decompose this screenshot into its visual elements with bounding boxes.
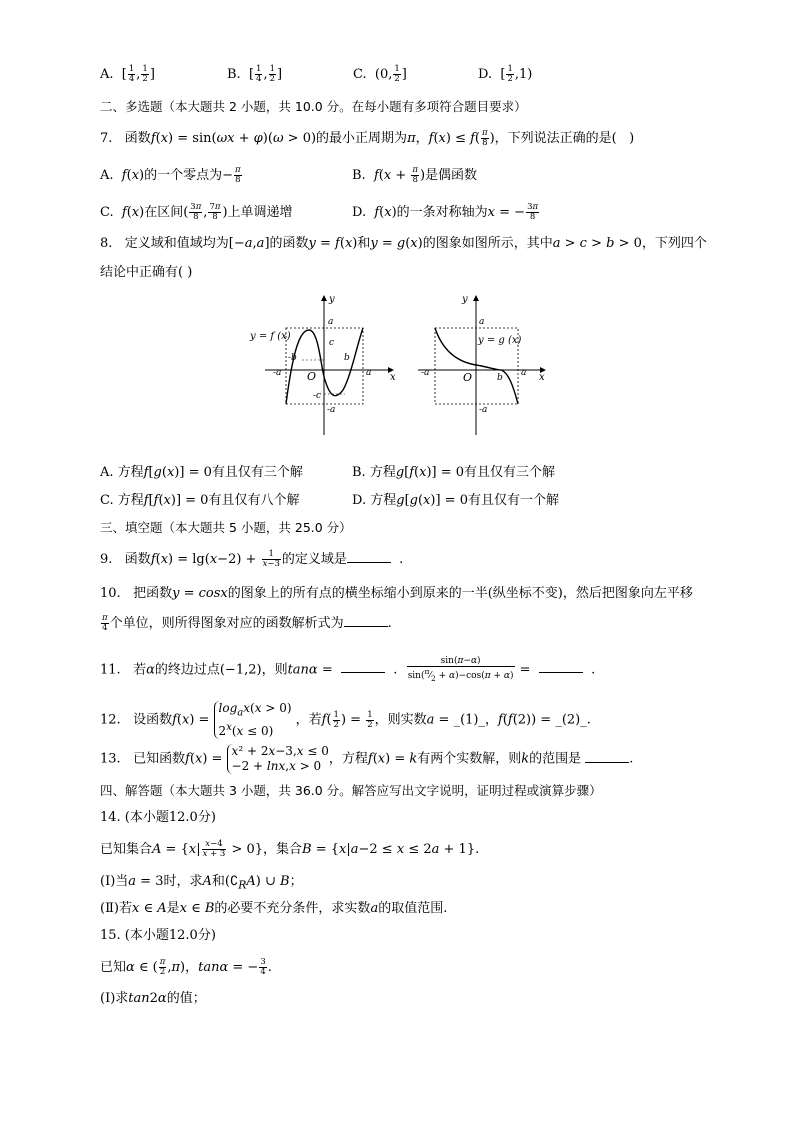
label-neg-b: -b	[288, 353, 297, 363]
q15-line1: 已知α ∈ ( $\frac{\pi}{2}$ ,π)，tanα = − $\frac{3}{4}$ .	[100, 957, 272, 977]
label-a-right: a	[521, 368, 527, 378]
label-O: O	[307, 370, 317, 383]
q6-option-b: B. [ $\frac{1}{4}$ , $\frac{1}{2}$ ]	[227, 64, 283, 84]
q12: 12. 设函数$f(x) = \log_ax(x > 0)$ $2^x(x \le 0)$ ，若f( $\frac{1}{2}$ ) = $\frac{1}{2}$ ，则实数a = _(1)_，f(f(2)) = _(2)_.	[100, 701, 591, 739]
q8-option-a: A. 方程f[g(x)] = 0有且仅有三个解	[100, 465, 303, 480]
label-fx: y = f (x)	[250, 331, 291, 342]
q8-line1: 8. 定义域和值域均为[−a,a]的函数y = f(x)和y = g(x)的图象如图所示，其中a > c > b > 0，下列四个	[100, 236, 707, 251]
q8-option-c: C. 方程f[f(x)] = 0有且仅有八个解	[100, 493, 300, 508]
label-neg-c: -c	[313, 391, 322, 401]
q15-line2: (Ⅰ)求tan2α的值；	[100, 991, 206, 1006]
section4-header: 四、解答题（本大题共 3 小题，共 36.0 分。解答应写出文字说明，证明过程或演算步骤）	[100, 783, 602, 798]
q9: 9. 函数f(x) = lg(x−2) + $\frac{1}{x-3}$ 的定义域是 .	[100, 549, 404, 569]
label-neg-a: -a	[273, 368, 282, 378]
label-neg-a-bottom: -a	[479, 405, 488, 415]
section3-header: 三、填空题（本大题共 5 小题，共 25.0 分）	[100, 520, 352, 535]
q14-line2: (Ⅰ)当a = 3时，求A和$(∁_RA)$ ∪ B；	[100, 874, 303, 892]
label-b: b	[497, 373, 503, 383]
label-y: y	[462, 294, 468, 305]
label-neg-a: -a	[421, 368, 430, 378]
label-neg-a-bottom: -a	[327, 405, 336, 415]
graph-g	[413, 290, 553, 440]
q6-option-a: A. [ $\frac{1}{4}$ , $\frac{1}{2}$ ]	[100, 64, 155, 84]
label-a-top: a	[479, 317, 485, 327]
q11: 11. 若α的终边过点(−1,2)，则tanα = . $\frac{\sin(\pi-\alpha)}{\sin(^\pi⁄_2 + \alpha)-\cos(\pi + \alpha)}$ = .	[100, 656, 596, 683]
q8-option-d: D. 方程g[g(x)] = 0有且仅有一个解	[352, 493, 559, 508]
q13: 13. 已知函数f(x) = x² + 2x−3,x ≤ 0 −2 + lnx,x > 0 ，方程f(x) = k有两个实数解，则k的范围是 .	[100, 744, 634, 773]
label-x: x	[539, 372, 545, 383]
q14-line1: 已知集合A = {x| $\frac{x-4}{x + 3}$ > 0}，集合B = {x|a−2 ≤ x ≤ 2a + 1}.	[100, 839, 480, 859]
label-x: x	[390, 372, 396, 383]
q10-line1: 10. 把函数y = cosx的图象上的所有点的横坐标缩小到原来的一半(纵坐标不变)，然后把图象向左平移	[100, 586, 693, 601]
label-a-top: a	[328, 317, 334, 327]
q7-option-a: A. f(x)的一个零点为− $\frac{\pi}{8}$	[100, 165, 241, 185]
q14-title: 14. (本小题12.0分)	[100, 810, 216, 825]
q8-option-b: B. 方程g[f(x)] = 0有且仅有三个解	[352, 465, 556, 480]
q7-option-b: B. f(x + $\frac{\pi}{8}$ )是偶函数	[352, 165, 478, 185]
label-c: c	[329, 338, 335, 348]
q8-line2: 结论中正确有( )	[100, 265, 193, 280]
graph-f	[245, 290, 405, 440]
label-y: y	[329, 294, 335, 305]
section2-header: 二、多选题（本大题共 2 小题，共 10.0 分。在每小题有多项符合题目要求）	[100, 99, 527, 114]
label-a-right: a	[366, 368, 372, 378]
q7-option-d: D. f(x)的一条对称轴为x = − $\frac{3\pi}{8}$	[352, 202, 539, 222]
label-b: b	[344, 353, 350, 363]
q7-option-c: C. f(x)在区间( $\frac{3\pi}{8}$ , $\frac{7\pi}{8}$ )上单调递增	[100, 202, 293, 222]
q14-line3: (Ⅱ)若x ∈ A是x ∈ B的必要不充分条件，求实数a的取值范围.	[100, 901, 448, 916]
label-gx: y = g (x)	[478, 335, 522, 346]
label-O: O	[463, 371, 473, 384]
q6-option-d: D. [ $\frac{1}{2}$ ,1)	[478, 64, 533, 84]
q15-title: 15. (本小题12.0分)	[100, 928, 216, 943]
q10-line2: $\frac{\pi}{4}$ 个单位，则所得图象对应的函数解析式为 .	[102, 613, 392, 633]
q6-option-c: C. (0, $\frac{1}{2}$ ]	[353, 64, 407, 84]
q7-stem: 7. 函数f(x) = sin(ωx + φ)(ω > 0)的最小正周期为π，f(x) ≤ f( $\frac{\pi}{8}$ )，下列说法正确的是( )	[100, 128, 635, 148]
